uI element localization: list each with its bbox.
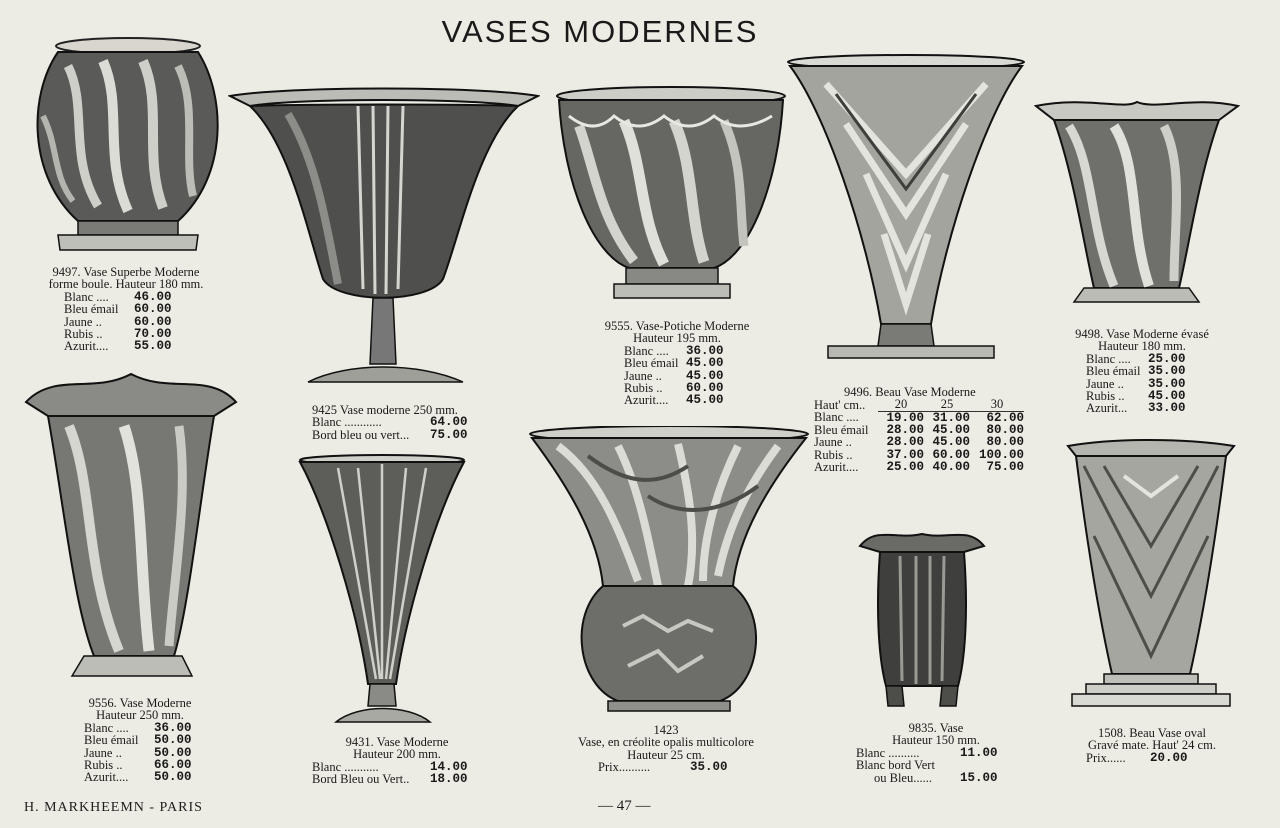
vase-9497-image <box>28 36 224 254</box>
price-row: Blanc .......... 11.00 <box>856 745 998 760</box>
caption-line: 9496. Beau Vase Moderne <box>844 385 976 399</box>
vase-9556-caption <box>60 697 220 784</box>
vase-9556-image <box>24 366 238 684</box>
price-row: Rubis .. 70.00 <box>64 327 172 342</box>
vase-9498-caption <box>1062 328 1222 415</box>
vase-9498-image <box>1034 96 1240 312</box>
publisher-footer: H. MARKHEEMN - PARIS <box>24 800 203 815</box>
caption-line: 9498. Vase Moderne évasé <box>1075 327 1209 341</box>
price-table-row: Azurit.... 25.00 40.00 75.00 <box>814 459 1024 474</box>
price-table-row: Blanc .... 19.00 31.00 62.00 <box>814 410 1024 425</box>
price-row: Bord bleu ou vert... 75.00 <box>312 427 468 442</box>
caption-line: 9431. Vase Moderne <box>345 735 449 749</box>
price-row: Jaune .. 45.00 <box>624 368 724 383</box>
price-row: Azurit.... 50.00 <box>84 770 192 785</box>
price-row: Rubis .. 45.00 <box>1086 389 1186 404</box>
price-row: Blanc ............ 64.00 <box>312 415 468 430</box>
caption-line: Hauteur 150 mm. <box>892 733 980 748</box>
vase-1508-image <box>1064 436 1238 710</box>
caption-line: 9835. Vase <box>908 721 964 735</box>
price-row: Blanc .... 36.00 <box>624 343 724 358</box>
vase-9431-caption <box>312 736 482 786</box>
price-row: Azurit... 33.00 <box>1086 401 1186 416</box>
price-row: Blanc .... 25.00 <box>1086 351 1186 366</box>
caption-line: Gravé mate. Haut' 24 cm. <box>1088 738 1216 753</box>
caption-line: Vase, en créolite opalis multicolore <box>578 735 754 750</box>
price-row: Prix...... 20.00 <box>1086 750 1188 765</box>
caption-line: 9556. Vase Moderne <box>88 696 192 710</box>
price-row: Azurit.... 55.00 <box>64 339 172 354</box>
price-table-row: Bleu émail 28.00 45.00 80.00 <box>814 423 1024 437</box>
price-row: Jaune .. 50.00 <box>84 745 192 760</box>
vase-9496-caption <box>814 386 1044 473</box>
price-row: Jaune .. 35.00 <box>1086 376 1186 391</box>
price-row: Rubis .. 66.00 <box>84 758 192 773</box>
vase-9835-image <box>856 526 988 712</box>
caption-line: 1423 <box>653 723 679 737</box>
price-row: Bleu émail 50.00 <box>84 733 192 748</box>
page-title: VASES MODERNES <box>441 14 759 49</box>
price-table-header: Haut' cm.. 20 25 30 <box>814 398 1024 411</box>
price-row: Blanc ........... 14.00 <box>312 759 468 774</box>
caption-line: 9555. Vase-Potiche Moderne <box>604 319 750 333</box>
price-table-row: Jaune .. 28.00 45.00 80.00 <box>814 435 1024 450</box>
vase-9555-caption <box>592 320 762 407</box>
price-row: Prix.......... 35.00 <box>598 760 728 775</box>
price-row: Blanc bord Vert <box>856 758 935 773</box>
vase-9497-caption <box>26 266 226 353</box>
price-row: Blanc .... 46.00 <box>64 289 172 304</box>
price-row: Blanc .... 36.00 <box>84 720 192 735</box>
price-row: Bleu émail 45.00 <box>624 356 724 371</box>
caption-line: Hauteur 195 mm. <box>633 331 721 346</box>
vase-9431-image <box>298 454 466 728</box>
caption-line: 1508. Beau Vase oval <box>1097 726 1207 740</box>
vase-9425-caption <box>312 404 482 441</box>
price-table-9496 <box>814 398 1024 473</box>
price-row: Azurit.... 45.00 <box>624 393 724 408</box>
price-row: Rubis .. 60.00 <box>624 381 724 396</box>
vase-1423-caption <box>566 724 766 774</box>
vase-1508-caption <box>1052 727 1252 764</box>
vase-9555-image <box>554 86 788 302</box>
vase-9425-image <box>228 84 540 390</box>
caption-line: Hauteur 250 mm. <box>96 708 184 723</box>
price-row: Bleu émail 35.00 <box>1086 364 1186 379</box>
caption-line: forme boule. Hauteur 180 mm. <box>48 277 204 292</box>
caption-line: Hauteur 180 mm. <box>1098 339 1186 354</box>
vase-1423-image <box>528 426 810 716</box>
caption-line: Hauteur 25 cm. <box>627 747 705 762</box>
caption-line: 9425 Vase moderne 250 mm. <box>312 403 458 417</box>
price-row: Bleu émail 60.00 <box>64 302 172 317</box>
vase-9835-caption <box>856 722 1016 784</box>
caption-line: 9497. Vase Superbe Moderne <box>52 265 200 279</box>
price-row: ou Bleu...... 15.00 <box>874 770 998 785</box>
price-table-row: Rubis .. 37.00 60.00 100.00 <box>814 447 1024 462</box>
vase-9496-image <box>786 54 1026 364</box>
page-number: — 47 — <box>598 798 651 814</box>
price-row: Bord Bleu ou Vert.. 18.00 <box>312 772 468 787</box>
price-row: Jaune .. 60.00 <box>64 314 172 329</box>
caption-line: Hauteur 200 mm. <box>353 747 441 762</box>
